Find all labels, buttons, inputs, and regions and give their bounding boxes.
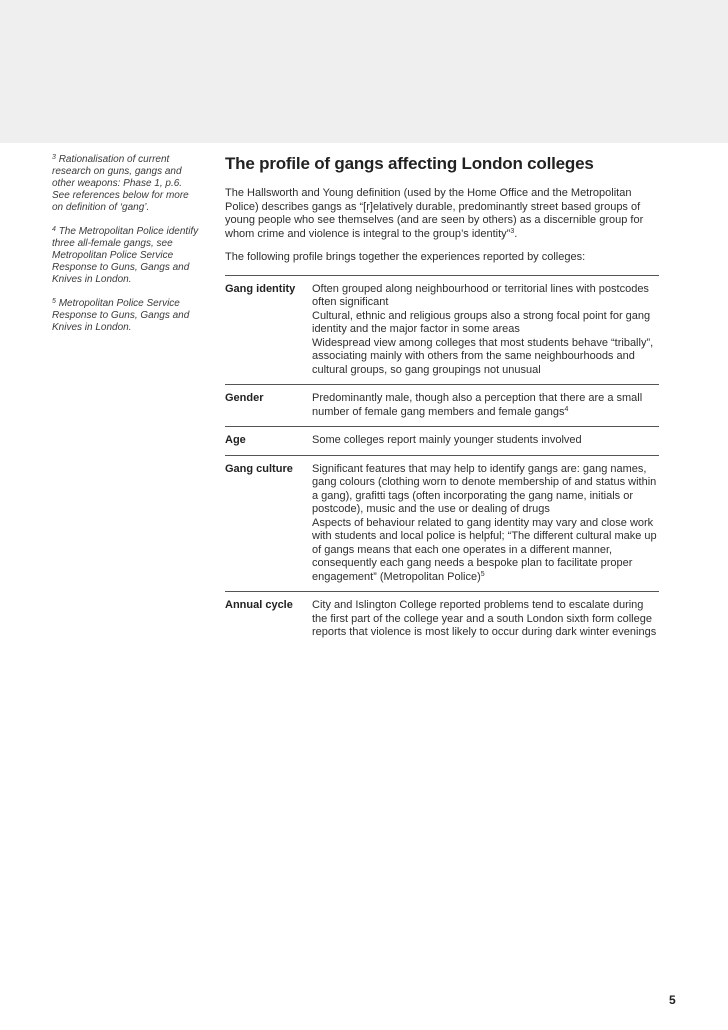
profile-row-label: Gender [225, 392, 264, 404]
profile-row-gang-culture [225, 456, 659, 593]
sidenote-3: $^3$ Rationalisation of current research on guns, gangs and other weapons: Phase 1, p.6. See references below for more on definition of ‘gang’. [52, 154, 189, 213]
profile-row-gang-identity [225, 276, 659, 386]
page-number: 5 [669, 993, 676, 1007]
profile-row-annual-cycle [225, 592, 659, 647]
lead-paragraph: The following profile brings together the experiences reported by colleges: [225, 251, 586, 263]
profile-row-label: Gang culture [225, 462, 293, 475]
profile-row-label: Age [225, 434, 246, 446]
profile-row-label: Annual cycle [225, 599, 293, 611]
profile-row-label: Gang identity [225, 282, 296, 295]
sidenote-5: $^5$ Metropolitan Police Service Response to Guns, Gangs and Knives in London. [52, 298, 190, 333]
profile-row-age [225, 427, 659, 456]
page-title: The profile of gangs affecting London colleges [225, 154, 594, 173]
footnote-ref: 3 [510, 227, 515, 235]
profile-row-body: Significant features that may help to identify gangs are: gang names, gang colours (clothing worn to denote membership of and status within a gang), grafitti tags (often incorporating the gang name, initials or postcode), music and the use or dealing of drugs Aspects of behaviour related to gang identity may vary and close work with students and local police is helpful; “The different cultural make up of gangs means that each one operates in a different manner, consequently each gang needs a bespoke plan to facilitate proper engagement” (Metropolitan Police)$^5$ [312, 462, 657, 583]
sidenote-4: $^4$ The Metropolitan Police identify three all-female gangs, see Metropolitan Police Service Response to Guns, Gangs and Knives in London. [52, 226, 199, 285]
profile-row-body: Predominantly male, though also a perception that there are a small number of female gang members and female gangs$^4$ [312, 392, 643, 418]
profile-row-body: Often grouped along neighbourhood or territorial lines with postcodes often significant Cultural, ethnic and religious groups also a strong focal point for gang identity and the major factor in some areas Widespread view among colleges that most students behave “tribally”, associating mainly with others from the same neighbourhoods and cultural groups, so gang groupings not unusual [312, 282, 654, 376]
footnote-ref: 5 [480, 570, 485, 578]
header-band [0, 0, 728, 143]
footnote-ref: 4 [564, 405, 569, 413]
profile-table [225, 275, 659, 647]
profile-row-body: Some colleges report mainly younger students involved [312, 434, 582, 446]
main-content [225, 153, 659, 647]
intro-paragraph: The Hallsworth and Young definition (used by the Home Office and the Metropolitan Police) describes gangs as “[r]elatively durable, predominantly street based groups of young people who see themselves (and are seen by others) as a discernible group for whom crime and violence is integral to the group’s identity”$^3$. [225, 187, 644, 240]
profile-row-gender [225, 385, 659, 427]
profile-row-body: City and Islington College reported problems tend to escalate during the first part of the college year and a south London sixth form college reports that violence is most likely to occur during dark winter evenings [312, 599, 657, 638]
sidenotes [52, 154, 202, 346]
